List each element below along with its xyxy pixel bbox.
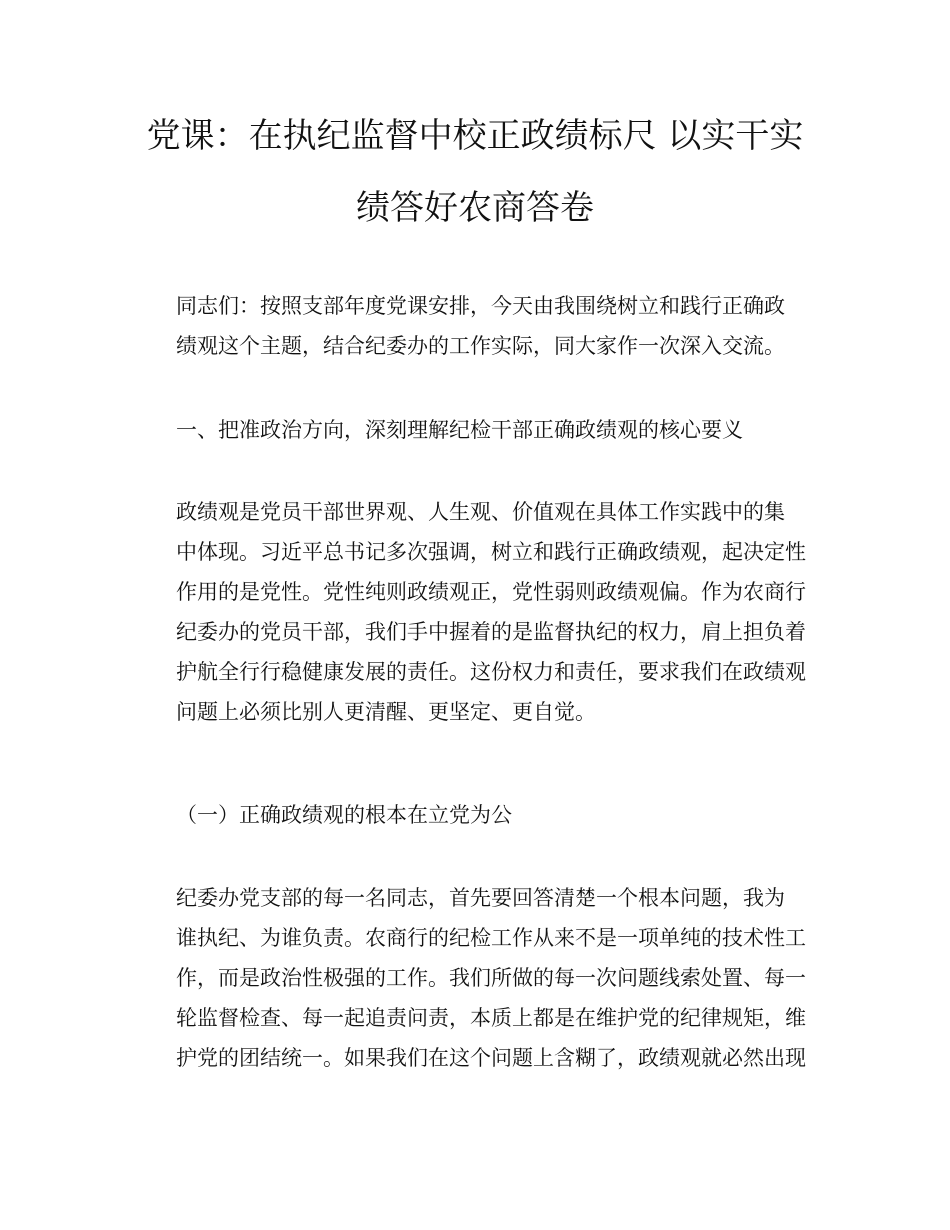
paragraph-line: 纪委办的党员干部，我们手中握着的是监督执纪的权力，肩上担负着 (176, 620, 806, 644)
paragraph-line: 纪委办党支部的每一名同志，首先要回答清楚一个根本问题，我为 (176, 886, 785, 910)
document-title-line-1: 党课：在执纪监督中校正政绩标尺 以实干实 (146, 116, 804, 156)
paragraph-line: 绩观这个主题，结合纪委办的工作实际，同大家作一次深入交流。 (176, 334, 785, 358)
paragraph-line: 作用的是党性。党性纯则政绩观正，党性弱则政绩观偏。作为农商行 (176, 580, 806, 604)
document-title-line-2: 绩答好农商答卷 (356, 188, 594, 228)
intro-paragraph (140, 286, 810, 366)
section-heading-1: 一、把准政治方向，深刻理解纪检干部正确政绩观的核心要义 (176, 418, 743, 442)
subsection-heading-1: （一）正确政绩观的根本在立党为公 (176, 803, 512, 827)
subsection1-paragraph (140, 878, 810, 1078)
paragraph-line: 谁执纪、为谁负责。农商行的纪检工作从来不是一项单纯的技术性工 (176, 926, 806, 950)
paragraph-line: 护党的团结统一。如果我们在这个问题上含糊了，政绩观就必然出现 (176, 1046, 806, 1070)
paragraph-line: 轮监督检查、每一起追责问责，本质上都是在维护党的纪律规矩，维 (176, 1006, 806, 1030)
paragraph-line: 政绩观是党员干部世界观、人生观、价值观在具体工作实践中的集 (176, 500, 785, 524)
paragraph-line: 作，而是政治性极强的工作。我们所做的每一次问题线索处置、每一 (176, 966, 806, 990)
paragraph-line: 同志们：按照支部年度党课安排，今天由我围绕树立和践行正确政 (176, 294, 785, 318)
paragraph-line: 问题上必须比别人更清醒、更坚定、更自觉。 (176, 700, 596, 724)
paragraph-line: 护航全行行稳健康发展的责任。这份权力和责任，要求我们在政绩观 (176, 660, 806, 684)
paragraph-line: 中体现。习近平总书记多次强调，树立和践行正确政绩观，起决定性 (176, 540, 806, 564)
section1-paragraph (140, 492, 810, 732)
